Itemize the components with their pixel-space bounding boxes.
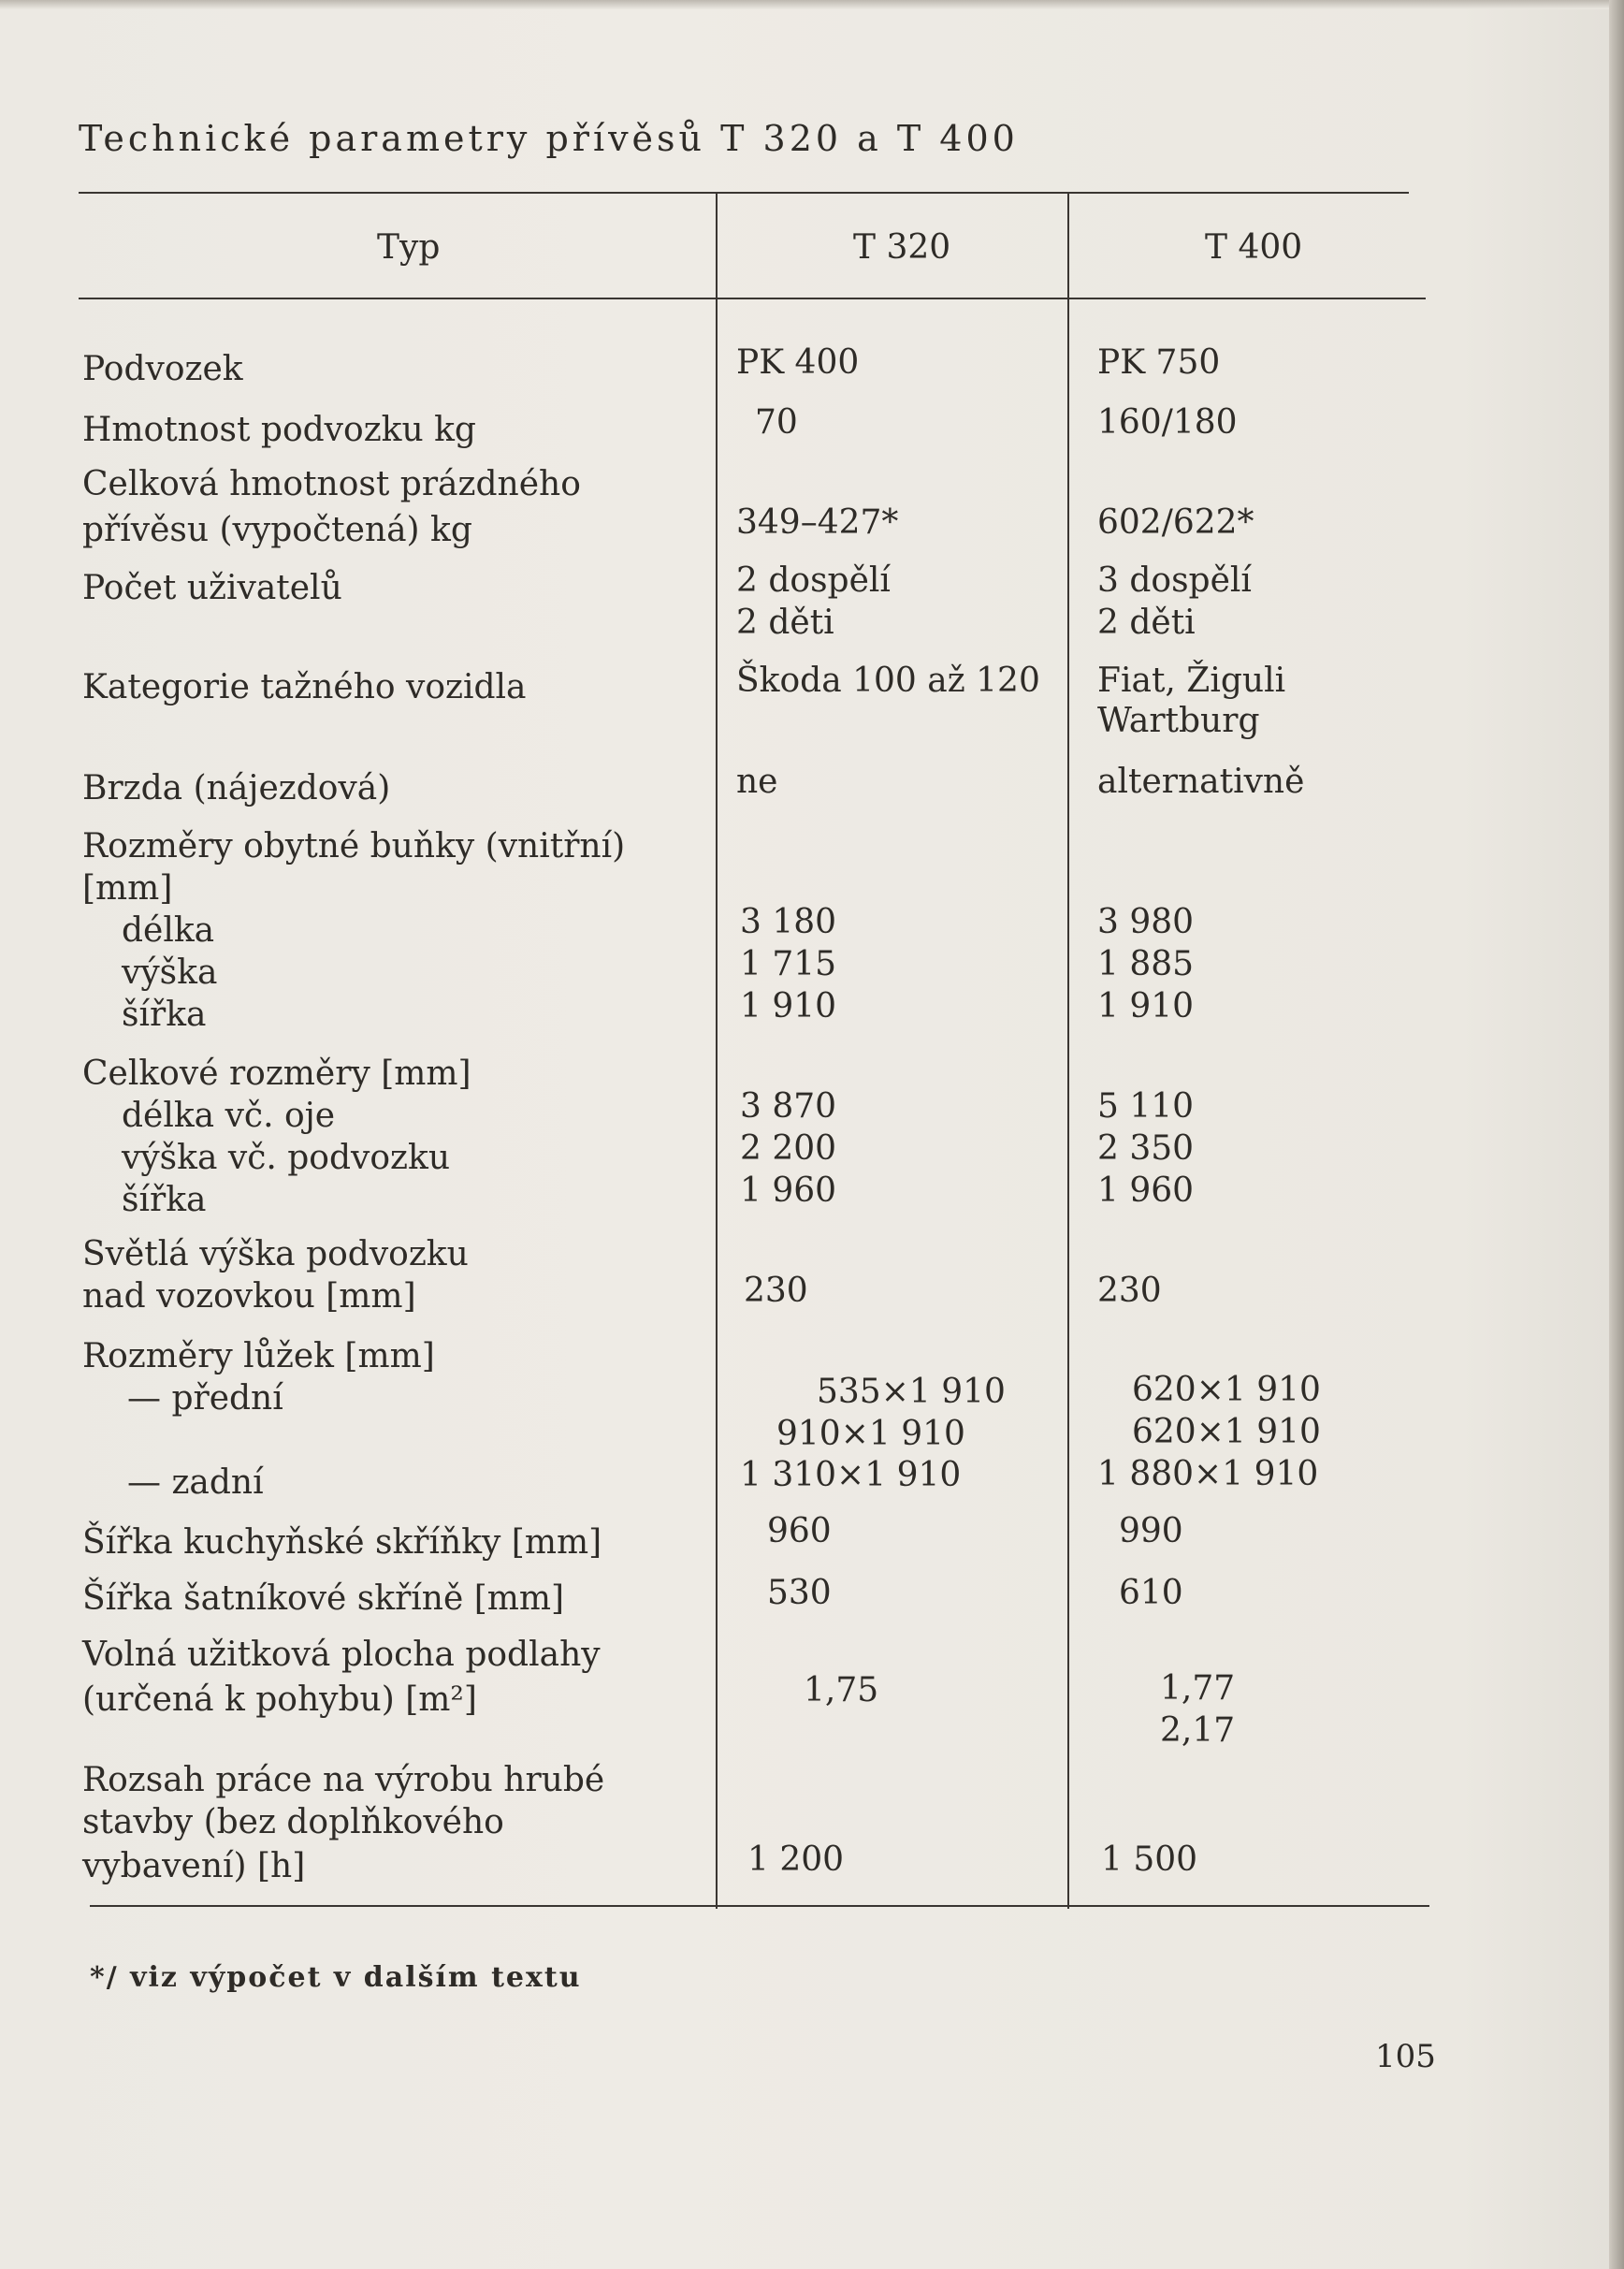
label-celkova-hmotnost-1: Celková hmotnost prázdného [82, 465, 581, 503]
label-hmotnost-podvozku: Hmotnost podvozku kg [82, 411, 476, 449]
t400-pocet-uzivatelu-2: 2 děti [1097, 604, 1196, 642]
label-rozmery-bunky-2: [mm] [82, 869, 173, 908]
label-luzka-zadni: — zadní [127, 1463, 264, 1502]
t320-luzka-zadni: 1 310×1 910 [740, 1456, 962, 1494]
t320-podvozek: PK 400 [736, 343, 860, 382]
footnote: */ viz výpočet v dalším textu [90, 1961, 582, 1994]
t320-sirka-kuchynske: 960 [767, 1512, 832, 1550]
t320-rozsah-prace: 1 200 [747, 1840, 845, 1879]
label-rozsah-prace-3: vybavení) [h] [82, 1847, 306, 1885]
label-celkove-delka: délka vč. oje [122, 1097, 336, 1135]
column-divider-1 [716, 192, 718, 1909]
label-luzka-predni: — přední [127, 1379, 283, 1418]
t400-brzda: alternativně [1097, 763, 1305, 801]
t400-hmotnost-podvozku: 160/180 [1097, 403, 1238, 442]
label-celkove-rozmery: Celkové rozměry [mm] [82, 1055, 471, 1093]
t400-svetla-vyska: 230 [1097, 1272, 1162, 1310]
label-celkova-hmotnost-2: přívěsu (vypočtená) kg [82, 511, 472, 549]
t400-luzka-zadni: 1 880×1 910 [1097, 1455, 1319, 1493]
table-title: Technické parametry přívěsů T 320 a T 400 [79, 118, 1019, 159]
table-top-rule [79, 192, 1409, 194]
t320-celkova-hmotnost: 349–427* [736, 503, 899, 542]
t400-celkove-sirka: 1 960 [1097, 1171, 1195, 1210]
label-uzitkova-plocha-2: (určená k pohybu) [m²] [82, 1680, 477, 1719]
header-typ: Typ [377, 228, 441, 267]
label-kategorie-vozidla: Kategorie tažného vozidla [82, 668, 527, 706]
t320-sirka-satnikove: 530 [767, 1574, 832, 1612]
t400-luzka-predni-2: 620×1 910 [1132, 1413, 1321, 1451]
t400-kategorie-vozidla-1: Fiat, Žiguli [1097, 662, 1286, 700]
label-pocet-uzivatelu: Počet uživatelů [82, 569, 342, 607]
label-bunka-vyska: výška [122, 953, 218, 992]
t400-bunka-delka: 3 980 [1097, 903, 1195, 941]
t400-luzka-predni-1: 620×1 910 [1132, 1371, 1321, 1409]
header-bottom-rule [79, 298, 1426, 299]
label-celkove-sirka: šířka [122, 1181, 207, 1219]
t320-bunka-delka: 3 180 [740, 903, 837, 941]
label-rozsah-prace-1: Rozsah práce na výrobu hrubé [82, 1761, 605, 1799]
label-podvozek: Podvozek [82, 350, 243, 388]
t320-pocet-uzivatelu-1: 2 dospělí [736, 561, 891, 600]
label-celkove-vyska: výška vč. podvozku [122, 1139, 450, 1177]
t400-sirka-satnikove: 610 [1119, 1574, 1183, 1612]
t320-luzka-predni-1: 535×1 910 [817, 1373, 1006, 1411]
t400-celkove-delka: 5 110 [1097, 1087, 1195, 1126]
t400-sirka-kuchynske: 990 [1119, 1512, 1183, 1550]
label-svetla-vyska-2: nad vozovkou [mm] [82, 1277, 416, 1316]
t400-celkove-vyska: 2 350 [1097, 1129, 1195, 1168]
label-rozmery-luzek: Rozměry lůžek [mm] [82, 1337, 435, 1375]
label-bunka-delka: délka [122, 911, 215, 950]
page-top-shadow [0, 0, 1624, 9]
t320-celkove-delka: 3 870 [740, 1087, 837, 1126]
t320-bunka-vyska: 1 715 [740, 945, 837, 983]
t320-celkove-sirka: 1 960 [740, 1171, 837, 1210]
t400-kategorie-vozidla-2: Wartburg [1097, 702, 1260, 740]
header-t400: T 400 [1205, 228, 1303, 267]
t320-uzitkova-plocha: 1,75 [804, 1671, 879, 1709]
t400-uzitkova-plocha-1: 1,77 [1160, 1669, 1236, 1708]
label-sirka-kuchynske: Šířka kuchyňské skříňky [mm] [82, 1523, 602, 1562]
label-sirka-satnikove: Šířka šatníkové skříně [mm] [82, 1579, 565, 1618]
t320-bunka-sirka: 1 910 [740, 987, 837, 1025]
t400-uzitkova-plocha-2: 2,17 [1160, 1711, 1236, 1750]
t320-luzka-predni-2: 910×1 910 [776, 1415, 965, 1453]
t400-bunka-sirka: 1 910 [1097, 987, 1195, 1025]
t400-bunka-vyska: 1 885 [1097, 945, 1195, 983]
page-number: 105 [1375, 2038, 1436, 2075]
label-bunka-sirka: šířka [122, 996, 207, 1034]
t400-pocet-uzivatelu-1: 3 dospělí [1097, 561, 1252, 600]
t320-svetla-vyska: 230 [744, 1272, 808, 1310]
label-uzitkova-plocha-1: Volná užitková plocha podlahy [82, 1636, 601, 1674]
t320-kategorie-vozidla: Škoda 100 až 120 [736, 662, 1040, 700]
label-rozsah-prace-2: stavby (bez doplňkového [82, 1803, 504, 1841]
column-divider-2 [1067, 192, 1069, 1909]
page-edge-shadow [1609, 0, 1624, 2269]
header-t320: T 320 [853, 228, 951, 267]
t320-celkove-vyska: 2 200 [740, 1129, 837, 1168]
table-bottom-rule [90, 1905, 1429, 1907]
label-brzda: Brzda (nájezdová) [82, 769, 391, 807]
t320-pocet-uzivatelu-2: 2 děti [736, 604, 834, 642]
label-rozmery-bunky-1: Rozměry obytné buňky (vnitřní) [82, 827, 626, 865]
t320-brzda: ne [736, 763, 778, 801]
label-svetla-vyska-1: Světlá výška podvozku [82, 1235, 469, 1273]
t320-hmotnost-podvozku: 70 [755, 403, 798, 442]
t400-celkova-hmotnost: 602/622* [1097, 503, 1254, 542]
t400-rozsah-prace: 1 500 [1101, 1840, 1198, 1879]
t400-podvozek: PK 750 [1097, 343, 1221, 382]
